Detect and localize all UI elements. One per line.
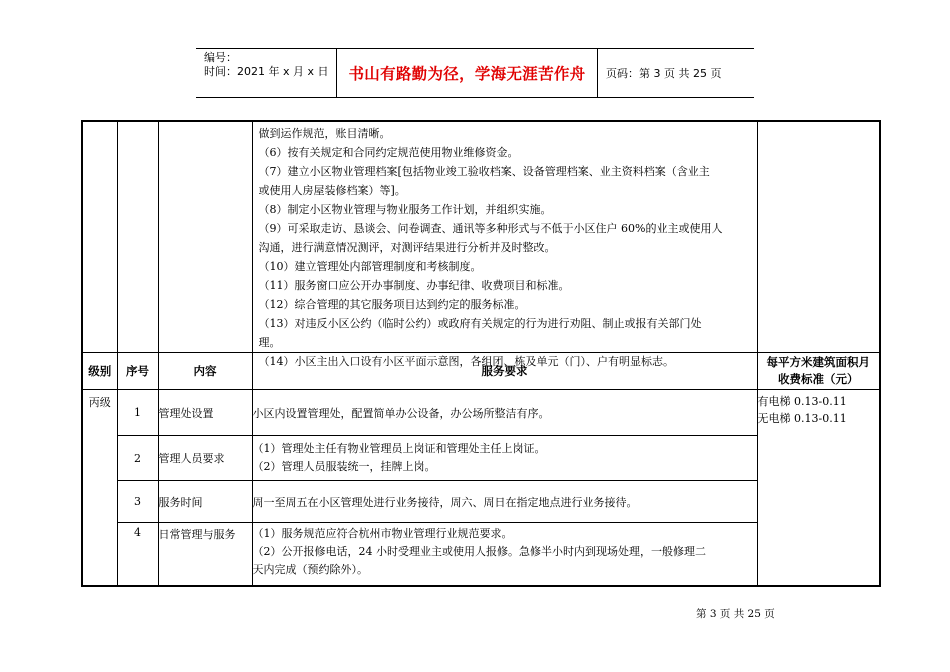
seq-value: 4: [134, 526, 141, 539]
fee-cell: [757, 390, 880, 586]
continuation-line: （8）制定小区物业管理与物业服务工作计划，并组织实施。: [258, 203, 552, 216]
header-fee: [757, 353, 880, 390]
continuation-line: （6）按有关规定和合同约定规范使用物业维修资金。: [258, 146, 519, 159]
requirement-line: （2）管理人员服装统一，挂牌上岗。: [252, 460, 436, 473]
header-meta: [196, 49, 337, 97]
content-cell: [158, 481, 252, 523]
content-cell: [158, 390, 252, 436]
page-footer: 第 3 页 共 25 页: [696, 608, 775, 620]
continuation-line: （12）综合管理的其它服务项目达到约定的服务标准。: [258, 298, 526, 311]
requirement-line: 小区内设置管理处，配置简单办公设备，办公场所整洁有序。: [252, 406, 550, 420]
seq-value: 2: [134, 451, 141, 465]
seq-cell: [117, 481, 158, 523]
seq-cell: [117, 436, 158, 481]
continuation-seq-cell: [117, 121, 158, 353]
fee-line: 有电梯 0.13-0.11: [757, 395, 847, 408]
page-header: [196, 48, 754, 98]
requirement-line: （1）管理处主任有物业管理员上岗证和管理处主任上岗证。: [252, 442, 546, 455]
requirement-line: （2）公开报修电话，24 小时受理业主或使用人报修。急修半小时内到现场处理，一般修理二: [252, 545, 706, 558]
header-requirement: 服务要求: [252, 353, 757, 390]
requirement-cell: [252, 390, 757, 436]
content-value: 管理处设置: [158, 406, 214, 420]
header-level: 级别: [82, 353, 117, 390]
requirement-line: （1）服务规范应符合杭州市物业管理行业规范要求。: [252, 527, 513, 540]
fee-line: 无电梯 0.13-0.11: [757, 412, 847, 425]
continuation-row: [82, 121, 880, 353]
header-content: 内容: [158, 353, 252, 390]
service-standard-table: [81, 120, 881, 587]
continuation-line: 做到运作规范，账目清晰。: [258, 127, 391, 140]
seq-cell: [117, 390, 158, 436]
content-cell: [158, 523, 252, 586]
header-fee-line1: 每平方米建筑面积月: [766, 355, 870, 369]
continuation-level-cell: [82, 121, 117, 353]
level-value: 丙级: [88, 396, 111, 409]
seq-value: 1: [134, 406, 141, 419]
continuation-fee-cell: [757, 121, 880, 353]
requirement-cell: [252, 436, 757, 481]
continuation-line: 或使用人房屋装修档案）等]。: [258, 184, 406, 197]
continuation-line: 理。: [258, 336, 281, 349]
page-label: 页码：第 3 页 共 25 页: [606, 67, 722, 80]
content-value: 管理人员要求: [158, 452, 225, 465]
time-label: 时间：2021 年 x 月 x 日: [204, 65, 329, 78]
requirement-cell: [252, 481, 757, 523]
continuation-line: （13）对违反小区公约（临时公约）或政府有关规定的行为进行劝阻、制止或报有关部门处: [258, 317, 702, 330]
header-fee-line2: 收费标准（元）: [778, 372, 859, 386]
header-seq: 序号: [117, 353, 158, 390]
seq-cell: [117, 523, 158, 586]
requirement-line: 周一至周五在小区管理处进行业务接待，周六、周日在指定地点进行业务接待。: [252, 495, 638, 509]
continuation-content-cell: [158, 121, 252, 353]
continuation-requirement-cell: [252, 121, 757, 368]
content-value: 服务时间: [158, 495, 203, 509]
requirement-line: 天内完成（预约除外）。: [252, 563, 368, 576]
continuation-line: （9）可采取走访、恳谈会、问卷调查、通讯等多种形式与不低于小区住户 60%的业主或使用人: [258, 222, 723, 235]
level-cell: [82, 390, 117, 586]
continuation-line: 沟通，进行满意情况测评，对测评结果进行分析并及时整改。: [258, 241, 556, 254]
requirement-cell: [252, 523, 757, 586]
content-cell: [158, 436, 252, 481]
content-value: 日常管理与服务: [158, 528, 236, 541]
table-row: [82, 390, 880, 436]
continuation-line: （14）小区主出入口设有小区平面示意图，各组团、栋及单元（门）、户有明显标志。: [258, 355, 674, 368]
number-label: 编号：: [204, 51, 237, 64]
continuation-line: （11）服务窗口应公开办事制度、办事纪律、收费项目和标准。: [258, 279, 570, 292]
continuation-line: （10）建立管理处内部管理制度和考核制度。: [258, 260, 482, 273]
continuation-line: （7）建立小区物业管理档案[包括物业竣工验收档案、设备管理档案、业主资料档案（含业主: [258, 165, 710, 178]
seq-value: 3: [134, 495, 141, 508]
motto: 书山有路勤为径，学海无涯苦作舟: [337, 49, 598, 97]
